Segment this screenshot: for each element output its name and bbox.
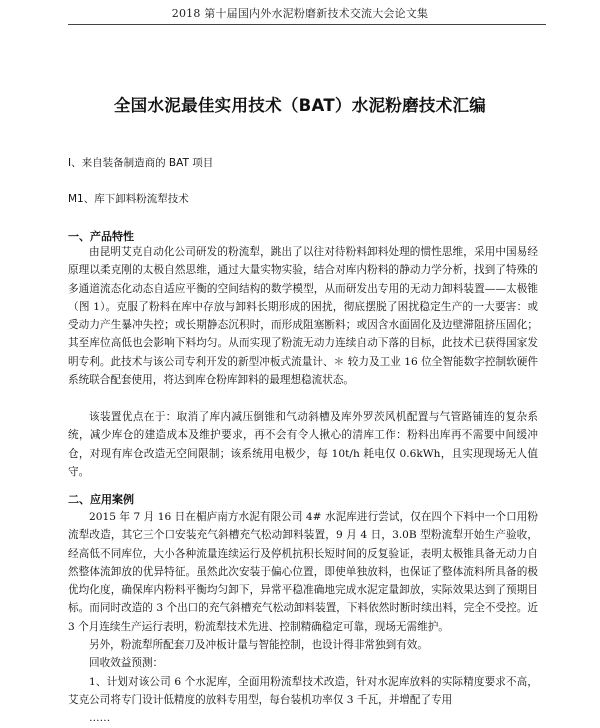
case-paragraph-4: 1、计划对该公司 6 个水泥库，全面用粉流犁技术改造，针对水泥库放料的实际精度要求不高，艾克公司将专门设计低精度的放料专用型，每台装机功率仅 3 千瓦，并增配了专用 [68, 675, 538, 706]
item-heading-m1: M1、库下卸料粉流犁技术 [68, 193, 189, 205]
features-paragraph-1 [68, 243, 538, 389]
paragraph-text: 由昆明艾克自动化公司研发的粉流犁，跳出了以往对待粉料卸料处理的惯性思维，采用中国易经原理以柔克刚的太极自然思维，通过大量实物实验，结合对库内粉料的静动力学分析，找到了特殊的多通道流态化动态自适应平衡的空间结构的数学模型，从而研发出专用的无动力卸料装置——太极锥（图 1）。克服了粉料在库中存放与卸料长期形成的困扰，彻底摆脱了困扰稳定生产的一大要害：或受动力产生暴冲失控；或长期静态沉积时，而形成阻塞断料；或因含水面固化及边壁滞阻挤压固化；其至库位高低也会影响下料均匀。从而实现了粉流无动力连续自动下落的目标，此技术已获得国家发明专利。此技术与该公司专利开发的新型冲板式流量计、＊ 较力及工业 16 位全智能数字控制软硬件系统联合配套使用，将达到库仓粉库卸料的最理想稳流状态。 [68, 246, 538, 387]
document-title: 全国水泥最佳实用技术（BAT）水泥粉磨技术汇编 [113, 96, 487, 115]
paragraph-text: 该装置优点在于：取消了库内减压倒锥和气动斜槽及库外罗茨风机配置与气管路铺连的复杂系统，减少库仓的建造成本及维护要求，再不会有令人揪心的清库工作：粉料出库再不需要中间缓冲仓，对现有库仓改造无空间限制；该系统用电极少，每 10t/h 耗电仅 0.6kWh，且实现现场无人值守。 [68, 411, 538, 478]
running-header: 2018 第十届国内外水泥粉磨新技术交流大会论文集 [171, 7, 429, 20]
section-heading-1: Ⅰ、来自装备制造商的 BAT 项目 [68, 157, 214, 169]
case-paragraph-1: 2015 年 7 月 16 日在楣庐南方水泥有限公司 4# 水泥库进行尝试，仅在四个下料中一个口用粉流犁改造，其它三个口安装充气斜槽充气松动卸料装置，9 月 4 日，3.0B 型粉流犁开始生产验收，经高低不同库位，大小各种流量连续运行及停机抗积长短时间的反复验证，表明太极锥具备无动力自然整体流卸放的优异特征。虽然此次安装于偏心位置，即使单独放料，也保证了整体流料所具备的极优均化度，确保库内粉料平衡均匀卸下，异常平稳准确地完成水泥定量卸放，实际效果达到了预期目标。而同时改造的 3 个出口的充气斜槽充气松动卸料装置，下料依然时断时续出料，完全不受控。近 3 个月连续生产运行表明，粉流犁技术先进、控制精确稳定可靠，现场无需维护。 [68, 511, 538, 633]
heading-product-features: 一、产品特性 [68, 230, 134, 243]
case-paragraph-2: 另外，粉流犁所配套刀及冲板计量与智能控制，也设计得非常独到有效。 [89, 639, 428, 652]
heading-application-case: 二、应用案例 [68, 493, 134, 506]
features-paragraph-2 [68, 408, 538, 481]
case-paragraph-5: …… [89, 712, 111, 725]
header-rule [68, 24, 546, 25]
case-paragraph-3: 回收效益预测： [89, 657, 164, 670]
